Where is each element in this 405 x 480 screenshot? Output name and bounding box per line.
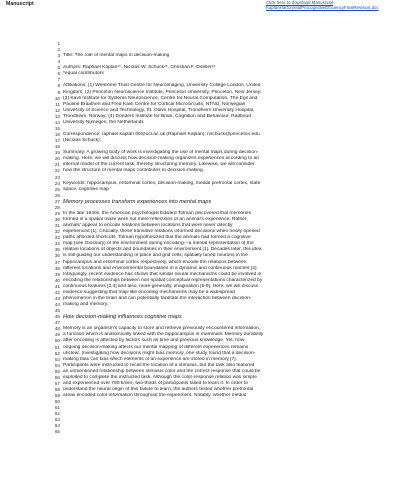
line-number: 14 — [54, 119, 60, 125]
line-number: 51 — [54, 344, 60, 350]
line-number: 24 — [54, 180, 60, 186]
line-number: 44 — [54, 302, 60, 307]
line-number: 39 — [54, 271, 60, 277]
line-number: 5 — [57, 65, 60, 71]
line-number: 19 — [54, 150, 60, 156]
line-number: 35 — [54, 247, 60, 253]
manuscript-line: Trondheim, Norway; (4) Donders Institute for Brain, Cognition and Behaviour, Radboud — [63, 113, 251, 119]
line-number: 40 — [54, 277, 60, 283]
line-number: 62 — [54, 411, 60, 417]
manuscript-line: (3) Kavli Institute for Systems Neuroscience, Centre for Neural Computation, The Egil and — [63, 95, 258, 101]
line-number: 63 — [54, 417, 60, 423]
line-number: 4 — [57, 59, 60, 65]
line-number: 36 — [54, 253, 60, 259]
line-number: 33 — [54, 235, 60, 241]
manuscript-line: different locations and environmental boundaries in a dynamic and continuous manner [2]. — [63, 265, 258, 271]
manuscript-line: continuous features [3,4] and also, more generally, imagination [5-9]. Here, we will discuss — [63, 283, 259, 289]
manuscript-line: space, cognitive map — [63, 186, 109, 192]
line-number: 9 — [57, 89, 60, 95]
line-number: 21 — [54, 162, 60, 168]
manuscript-line: is still guiding our understanding of place and grid cells, spatially tuned neurons in the — [63, 253, 248, 259]
manuscript-line: making and memory. — [63, 302, 109, 307]
manuscript-line: after encoding is affected by factors such as time and previous knowledge. Yet, how — [63, 338, 245, 344]
manuscript-line: In the late 1940s, the American psychologist Edward Tolman discovered that memories — [63, 210, 252, 216]
manuscript-line: Correspondence: raphael.kaplan.09@ucl.ac.uk (Raphael Kaplan); nschuck@princeton.edu — [63, 132, 260, 138]
manuscript-line: an unmentioned relationship between stimulus color and the correct response that could be — [63, 368, 261, 374]
manuscript-line: Pauline Braathen and Fred Kavli Centre for Cortical Microcircuits, NTNU, Norwegian — [63, 101, 246, 107]
manuscript-label: Manuscript — [6, 1, 34, 7]
manuscript-line: relative locations of objects and boundaries in their environment [1]. Decades later, this idea — [63, 247, 262, 253]
manuscript-line: paths afforded shortcuts. Tolman hypothesized that the animals had formed a cognitive — [63, 235, 251, 241]
line-number: 45 — [54, 308, 60, 314]
line-number: 27 — [54, 198, 60, 204]
manuscript-line: encoding the relationships between non-spatial conceptual representations characterized by — [63, 277, 263, 283]
section-heading: How decision-making influences cognitive maps — [63, 314, 182, 321]
line-number: 11 — [55, 101, 60, 107]
line-number: 17 — [54, 138, 60, 144]
manuscript-line: unclear. Investigating how decisions might bias memory, one study found that a decision- — [63, 350, 256, 356]
line-number: 65 — [54, 429, 60, 435]
line-number: 1 — [57, 41, 60, 46]
line-number: 64 — [54, 423, 60, 429]
manuscript-line: animals' appear to encode relations between locations that were never directly — [63, 223, 233, 229]
line-number: 28 — [54, 204, 60, 210]
manuscript-line: areas encoded color information throughout the experiment. Notably, whether medial — [63, 393, 247, 399]
line-number: 59 — [54, 393, 60, 399]
line-number: 2 — [57, 47, 60, 53]
manuscript-line: Memory is an organism's capacity to store and retrieve previously encountered information, — [63, 326, 261, 332]
line-number: 26 — [54, 192, 60, 198]
manuscript-line: experienced [1]. Crucially, these transitive relations informed decisions when newly opened — [63, 229, 260, 235]
line-number: 6 — [57, 71, 60, 77]
section-heading: Memory processes transform experiences into mental maps — [63, 198, 212, 205]
manuscript-line: University Nijmegen, the Netherlands — [63, 119, 144, 125]
line-number: 32 — [54, 229, 60, 235]
line-number: 7 — [57, 77, 60, 83]
manuscript-line: map (see Glossary) of the environment during encoding—a mental representation of the — [63, 241, 254, 247]
manuscript-line: exploited to complete the instructed task. Although the color-response relation was simple — [63, 374, 257, 380]
manuscript-line: Keywords: hippocampus, entorhinal cortex, decision-making, medial prefrontal cortex, state — [63, 180, 261, 186]
line-number: 29 — [54, 210, 60, 216]
manuscript-line: ongoing decision-making affects our mental mapping of different experiences remains — [63, 344, 249, 350]
manuscript-line: making bias can bias which elements of an experience are stored in memory [7]. — [63, 356, 237, 362]
line-number: 34 — [54, 241, 60, 247]
line-number: 25 — [54, 186, 60, 192]
line-number: 50 — [54, 338, 60, 344]
manuscript-line: how the structure of mental maps contributes to decision-making. — [63, 168, 205, 174]
manuscript-line: *equal contributors — [63, 71, 104, 77]
line-number: 42 — [54, 289, 60, 295]
manuscript-line: Authors: Raphael Kaplan¹*, Nicolas W. Schuck²*, Christian F. Doeller³⁴ — [63, 65, 216, 71]
manuscript-line: hippocampus and entorhinal cortex respectively, which encode the relations between — [63, 259, 247, 265]
download-manuscript-link[interactable]: Click here to download Manuscript — [266, 0, 334, 5]
line-number: 22 — [54, 168, 60, 174]
line-number: 10 — [54, 95, 60, 101]
manuscript-line: formed in a spatial maze were not mere reflections of an animal's experience. Rather, — [63, 217, 248, 223]
manuscript-line: internal model of the current task, thereby structuring memory. Likewise, we will consider — [63, 162, 255, 168]
line-number: 23 — [54, 174, 60, 180]
manuscript-line: Kingdom; (2) Princeton Neuroscience Institute, Princeton University, Princeton, New Jersey; — [63, 89, 262, 95]
manuscript-line: making. Here, we will discuss how decision-making organizes experiences according to an — [63, 156, 259, 162]
line-number: 15 — [54, 125, 60, 131]
manuscript-line: Summary: A growing body of work is investigating the use of mental maps during decision- — [63, 150, 259, 156]
line-number: 41 — [54, 283, 60, 289]
line-number: 57 — [54, 380, 60, 386]
line-number: 31 — [54, 223, 60, 229]
line-number: 47 — [54, 320, 60, 326]
line-number: 58 — [54, 386, 60, 392]
manuscript-filename-link[interactable]: KaplanHartoryetalProcognitiveEfficiencyFinalRevision.doc — [266, 5, 379, 11]
download-links — [266, 0, 402, 10]
line-number: 46 — [54, 314, 60, 320]
manuscript-line: evidence suggesting that map-like encoding mechanisms may be a widespread — [63, 289, 235, 295]
line-number: 49 — [54, 332, 60, 338]
line-number: 56 — [54, 374, 60, 380]
line-number: 8 — [57, 83, 60, 89]
manuscript-line: and experienced over 700 times, two-thirds of participants failed to learn it. In order to — [63, 380, 248, 386]
manuscript-line: Participants were instructed to recall the location of a stimulus, but the task also featured — [63, 362, 255, 368]
line-number: 3 — [57, 53, 60, 59]
manuscript-line: Affiliations: (1) Wellcome Trust Centre for Neuroimaging, University College London, United — [63, 83, 261, 89]
line-number: 38 — [54, 265, 60, 271]
manuscript-line: (Nicolas Schuck); — [63, 138, 102, 144]
line-number: 30 — [54, 217, 60, 223]
line-number: 52 — [54, 350, 60, 356]
line-number: 13 — [54, 113, 60, 119]
line-number: 43 — [54, 295, 60, 301]
line-number: 20 — [54, 156, 60, 162]
manuscript-line: University of Science and Technology, St. Olavs Hospital, Trondheim University Hospital, — [63, 107, 255, 113]
line-number: 48 — [54, 326, 60, 332]
line-number: 53 — [54, 356, 60, 362]
line-number: 55 — [54, 368, 60, 374]
line-number: 61 — [54, 405, 60, 411]
line-number: 54 — [54, 362, 60, 368]
manuscript-line: understand the neural origin of this failure to learn, the authors tested whether prefrontal — [63, 386, 254, 392]
manuscript-line: Intriguingly, recent evidence has shown that similar neural mechanisms could be involved in — [63, 271, 262, 277]
manuscript-line: a function which is anatomically linked with the hippocampus in mammals. Memory durability — [63, 332, 264, 338]
manuscript-line: Title: The role of mental maps in decision-making — [63, 53, 170, 59]
line-number: 12 — [54, 107, 60, 113]
line-number: 16 — [54, 132, 60, 138]
line-number: 60 — [54, 399, 60, 405]
manuscript-line: phenomenon in the brain and can potentially facilitate the interaction between decision- — [63, 295, 252, 301]
line-number: 37 — [54, 259, 60, 265]
line-number: 18 — [54, 144, 60, 150]
